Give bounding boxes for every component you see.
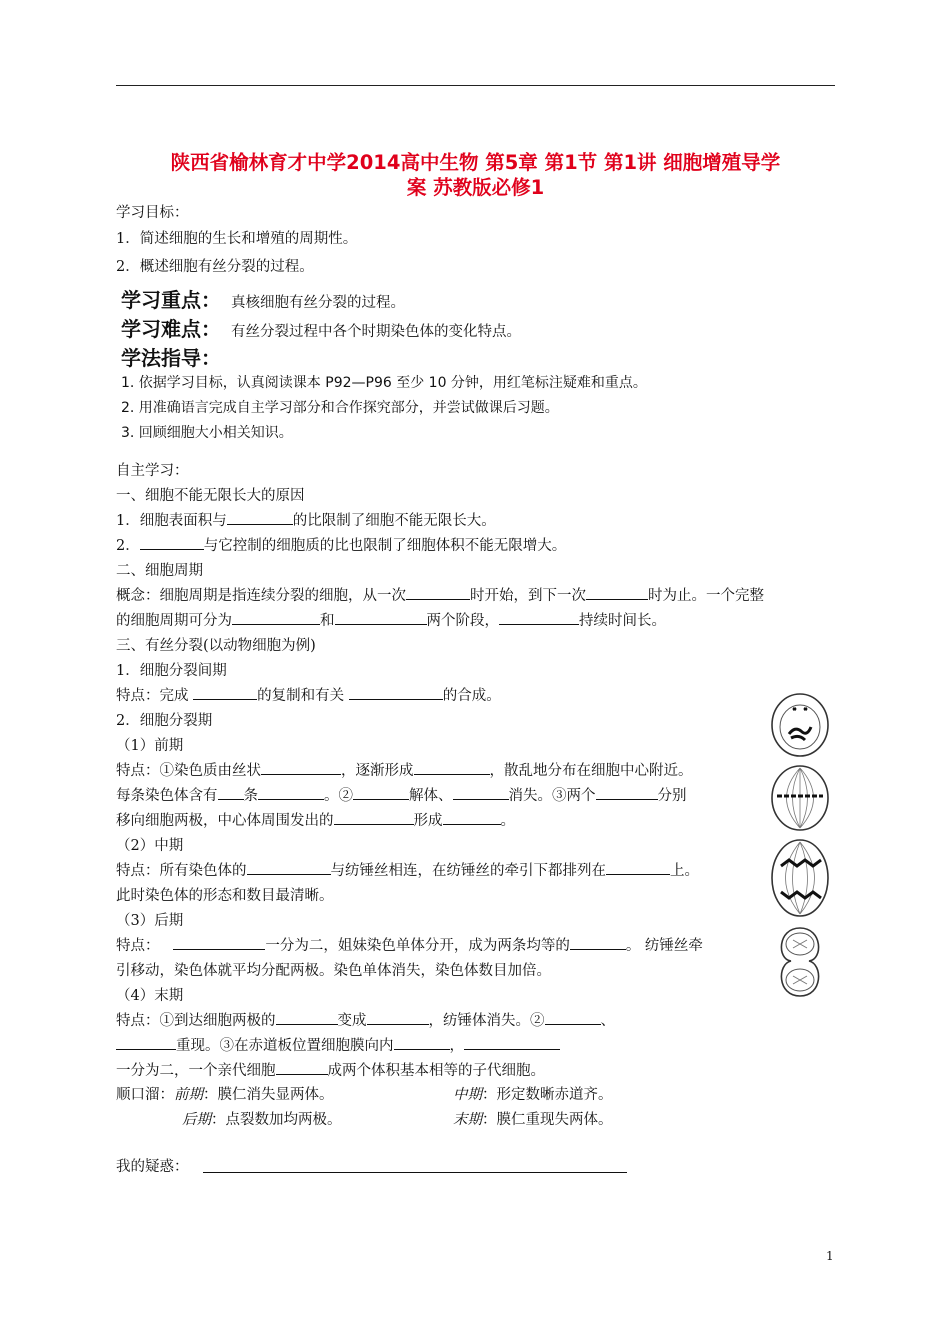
division-phase-heading: 2．细胞分裂期: [116, 713, 213, 729]
text: 重现。③在赤道板位置细胞膜向内: [176, 1038, 394, 1054]
text: 成两个体积基本相等的子代细胞。: [327, 1063, 545, 1079]
text: 的比限制了细胞不能无限长大。: [292, 513, 496, 529]
question-1-1: [116, 511, 496, 531]
text: 持续时间长。: [579, 613, 666, 629]
text: 特点：: [116, 938, 160, 954]
text: 。: [500, 813, 515, 829]
answer-blank[interactable]: [606, 861, 670, 875]
answer-blank[interactable]: [276, 1011, 338, 1025]
anaphase-heading: （3）后期: [116, 913, 184, 929]
method-item-2: 2. 用准确语言完成自主学习部分和合作探究部分，并尝试做课后习题。: [121, 400, 559, 416]
text: 形成: [413, 813, 443, 829]
text: 特点：完成: [116, 688, 189, 704]
anaphase-cell-icon: [769, 836, 831, 920]
answer-blank[interactable]: [116, 1036, 176, 1050]
cycle-concept-line-1: [116, 586, 764, 606]
section-2-heading: 二、细胞周期: [116, 563, 203, 579]
section-3-heading: 三、有丝分裂(以动物细胞为例): [116, 638, 316, 654]
doubt-label: 我的疑惑：: [116, 1159, 189, 1175]
doubt-answer-line[interactable]: [203, 1172, 627, 1173]
text: 与纺锤丝相连，在纺锤丝的牵引下都排列在: [330, 863, 606, 879]
method-item-3: 3. 回顾细胞大小相关知识。: [121, 425, 293, 441]
rhyme-line-1: [116, 1085, 334, 1105]
answer-blank[interactable]: [193, 686, 257, 700]
text: 。 纺锤丝牵: [625, 938, 703, 954]
text: 。②: [324, 788, 353, 804]
rhyme-line-2-right: [453, 1110, 613, 1130]
text: 概念：细胞周期是指连续分裂的细胞，从一次: [116, 588, 406, 604]
difficulty: [121, 313, 521, 342]
text: 每条染色体含有: [116, 788, 218, 804]
question-1-2: [116, 536, 566, 556]
text: 变成: [337, 1013, 367, 1029]
answer-blank[interactable]: [173, 936, 265, 950]
text: 和: [320, 613, 335, 629]
answer-blank[interactable]: [453, 786, 509, 800]
self-study-heading: 自主学习：: [116, 463, 189, 479]
text: ，散乱地分布在细胞中心附近。: [489, 763, 693, 779]
telophase-cell-icon: [769, 924, 831, 1000]
rhyme-value: ：点裂数加均两极。: [211, 1112, 342, 1128]
method: [121, 342, 221, 371]
answer-blank[interactable]: [349, 686, 443, 700]
key-point: [121, 284, 405, 313]
key-point-text: 真核细胞有丝分裂的过程。: [231, 295, 405, 311]
text: 与它控制的细胞质的比也限制了细胞体积不能无限增大。: [203, 538, 567, 554]
answer-blank[interactable]: [334, 811, 414, 825]
rhyme-value: ：膜仁重现失两体。: [482, 1112, 613, 1128]
answer-blank[interactable]: [406, 586, 470, 600]
text: 一分为二，一个亲代细胞: [116, 1063, 276, 1079]
page-number: 1: [826, 1249, 834, 1263]
answer-blank[interactable]: [335, 611, 427, 625]
answer-blank[interactable]: [414, 761, 490, 775]
answer-blank[interactable]: [258, 786, 324, 800]
text: 上。: [670, 863, 699, 879]
answer-blank[interactable]: [276, 1061, 328, 1075]
objectives-heading: 学习目标：: [116, 205, 189, 221]
metaphase-heading: （2）中期: [116, 838, 184, 854]
anaphase-line-2: 引移动，染色体就平均分配两极。染色单体消失，染色体数目加倍。: [116, 963, 551, 979]
text: 2．: [116, 538, 140, 554]
text: 移向细胞两极，中心体周围发出的: [116, 813, 334, 829]
rhyme-value: ：形定数晰赤道齐。: [482, 1087, 613, 1103]
answer-blank[interactable]: [499, 611, 579, 625]
prophase-heading: （1）前期: [116, 738, 184, 754]
interphase-heading: 1．细胞分裂间期: [116, 663, 227, 679]
section-1-heading: 一、细胞不能无限长大的原因: [116, 488, 305, 504]
title-line-1: 陕西省榆林育才中学2014高中生物 第5章 第1节 第1讲 细胞增殖导学: [170, 151, 781, 174]
anaphase-line-1: [116, 936, 703, 956]
difficulty-text: 有丝分裂过程中各个时期染色体的变化特点。: [231, 324, 521, 340]
page-title: [116, 150, 835, 200]
answer-blank[interactable]: [247, 861, 331, 875]
header-rule: [116, 85, 835, 86]
text: 解体、: [409, 788, 453, 804]
text: 1．细胞表面积与: [116, 513, 227, 529]
text: ，: [449, 1038, 464, 1054]
rhyme-key: 前期: [174, 1087, 203, 1103]
text: ，纺锤体消失。②: [428, 1013, 545, 1029]
text: 的合成。: [442, 688, 501, 704]
text: 、: [600, 1013, 615, 1029]
interphase-features: [116, 686, 501, 706]
objective-1: 1．简述细胞的生长和增殖的周期性。: [116, 231, 358, 247]
answer-blank[interactable]: [570, 936, 626, 950]
answer-blank[interactable]: [232, 611, 320, 625]
method-label: 学法指导：: [121, 346, 221, 370]
answer-blank[interactable]: [545, 1011, 601, 1025]
answer-blank[interactable]: [218, 786, 244, 800]
text: 消失。③两个: [508, 788, 596, 804]
prophase-line-1: [116, 761, 693, 781]
prophase-line-2: [116, 786, 687, 806]
answer-blank[interactable]: [443, 811, 501, 825]
answer-blank[interactable]: [586, 586, 648, 600]
text: 特点：①到达细胞两极的: [116, 1013, 276, 1029]
metaphase-line-2: 此时染色体的形态和数目最清晰。: [116, 888, 334, 904]
objective-2: 2．概述细胞有丝分裂的过程。: [116, 259, 314, 275]
difficulty-label: 学习难点：: [121, 317, 221, 341]
telophase-line-1: [116, 1011, 615, 1031]
rhyme-value: ：膜仁消失显两体。: [203, 1087, 334, 1103]
metaphase-line-1: [116, 861, 699, 881]
rhyme-key: 后期: [182, 1112, 211, 1128]
rhyme-label: 顺口溜：: [116, 1087, 174, 1103]
answer-blank[interactable]: [140, 536, 204, 550]
answer-blank[interactable]: [261, 761, 341, 775]
telophase-heading: （4）末期: [116, 988, 184, 1004]
answer-blank[interactable]: [353, 786, 409, 800]
text: 时为止。一个完整: [648, 588, 764, 604]
text: ，逐渐形成: [341, 763, 414, 779]
text: 分别: [657, 788, 687, 804]
answer-blank[interactable]: [394, 1036, 450, 1050]
prophase-cell-icon: [769, 690, 831, 760]
text: 特点：所有染色体的: [116, 863, 247, 879]
metaphase-cell-icon: [769, 762, 831, 834]
rhyme-key: 末期: [453, 1112, 482, 1128]
text: 的细胞周期可分为: [116, 613, 232, 629]
answer-blank[interactable]: [367, 1011, 429, 1025]
title-line-2: 案 苏教版必修1: [406, 176, 545, 199]
prophase-line-3: [116, 811, 515, 831]
text: 两个阶段，: [426, 613, 499, 629]
answer-blank[interactable]: [464, 1036, 560, 1050]
rhyme-key: 中期: [453, 1087, 482, 1103]
key-point-label: 学习重点：: [121, 288, 221, 312]
text: 时开始，到下一次: [470, 588, 586, 604]
answer-blank[interactable]: [227, 511, 293, 525]
text: 的复制和有关: [257, 688, 345, 704]
telophase-line-3: [116, 1061, 545, 1081]
text: 特点：①染色质由丝状: [116, 763, 261, 779]
telophase-line-2: [116, 1036, 560, 1056]
text: 条: [243, 788, 258, 804]
text: 一分为二，姐妹染色单体分开，成为两条均等的: [265, 938, 570, 954]
method-item-1: 1. 依据学习目标，认真阅读课本 P92—P96 至少 10 分钟，用红笔标注疑难和重点。: [121, 375, 647, 391]
rhyme-line-2: [182, 1110, 342, 1130]
rhyme-line-1-right: [453, 1085, 613, 1105]
answer-blank[interactable]: [596, 786, 658, 800]
cycle-concept-line-2: [116, 611, 666, 631]
